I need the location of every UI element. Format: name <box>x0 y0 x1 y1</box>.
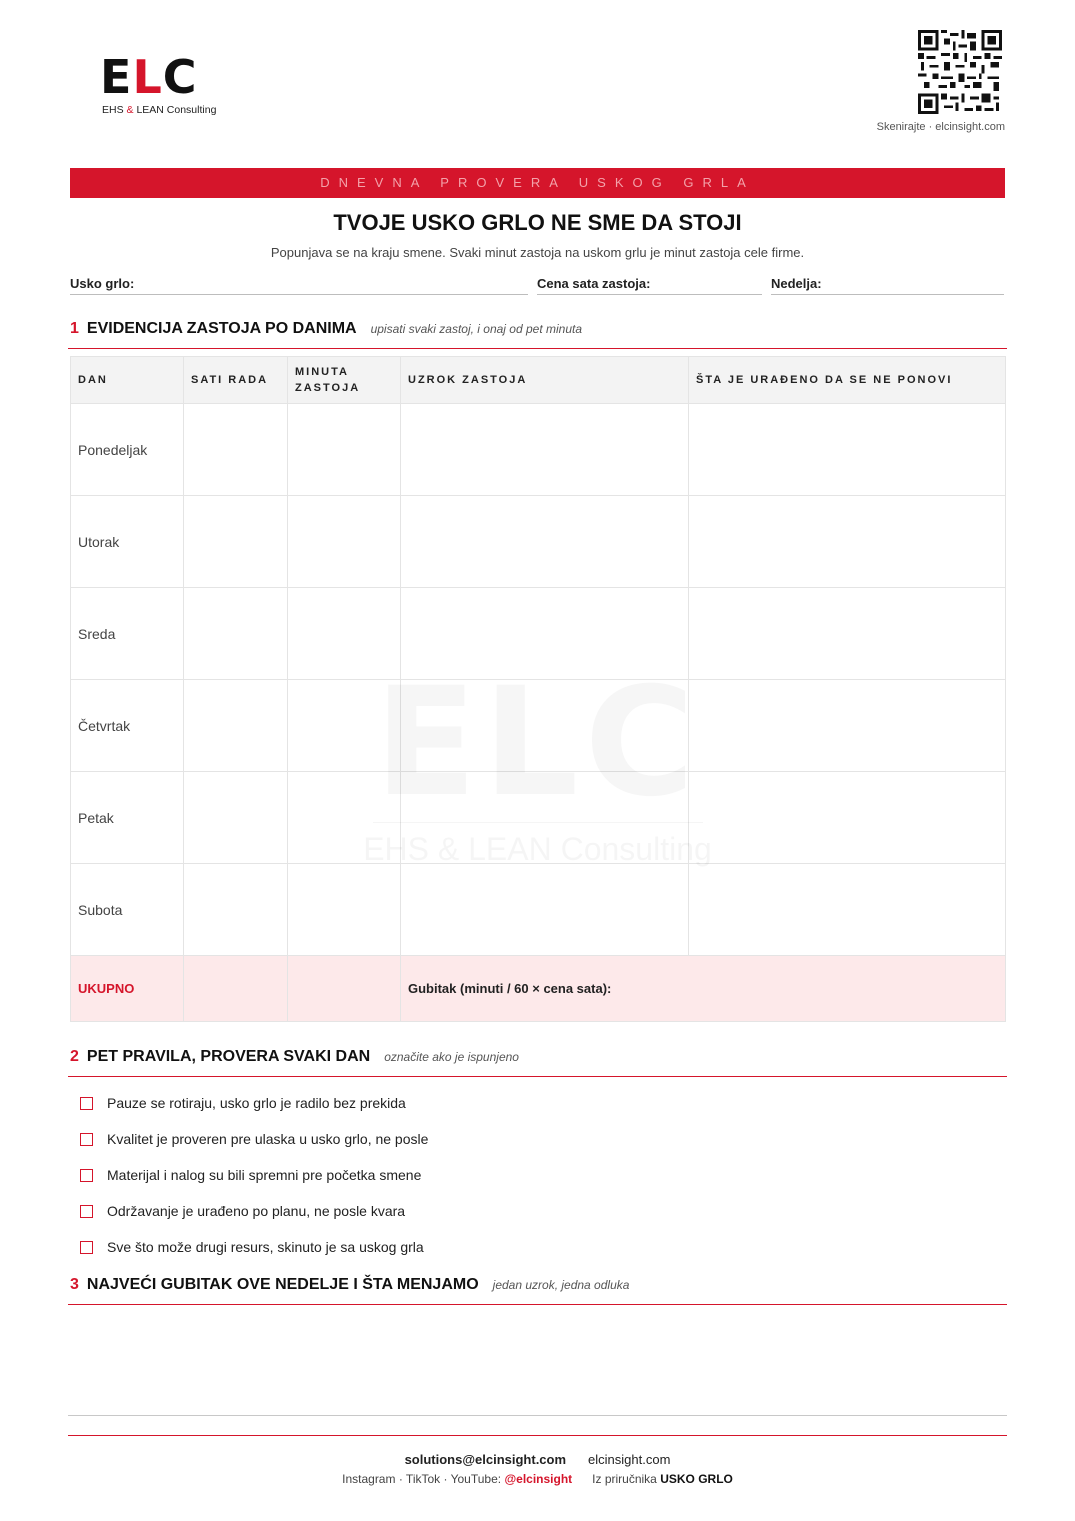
table-row <box>71 404 1006 496</box>
page-subtitle: Popunjava se na kraju smene. Svaki minut zastoja na uskom grlu je minut zastoja cele firme. <box>270 245 805 260</box>
work-hours-cell[interactable] <box>184 404 288 496</box>
downtime-minutes-cell[interactable] <box>288 864 401 956</box>
col-cause: UZROK ZASTOJA <box>401 357 689 404</box>
action-cell[interactable] <box>689 864 1006 956</box>
cause-cell[interactable] <box>401 772 689 864</box>
footer-site[interactable]: elcinsight.com <box>588 1452 671 1467</box>
work-hours-cell[interactable] <box>184 496 288 588</box>
section2-number: 2 <box>70 1048 79 1065</box>
list-item <box>80 1157 428 1193</box>
table-header-row <box>71 357 1006 404</box>
footer-rule <box>68 1435 1007 1436</box>
qr-code-icon <box>918 30 1002 114</box>
page-title: TVOJE USKO GRLO NE SME DA STOJI <box>333 210 742 235</box>
list-item <box>80 1229 428 1265</box>
footer-handle[interactable]: @elcinsight <box>504 1472 573 1486</box>
section3-number: 3 <box>70 1276 79 1293</box>
rule-text: Materijal i nalog su bili spremni pre početka smene <box>107 1167 422 1183</box>
total-hours-cell[interactable] <box>184 956 288 1022</box>
footer-social-prefix: Instagram · TikTok · YouTube: <box>342 1472 505 1486</box>
logo-subtitle: EHS & LEAN Consulting <box>102 104 217 116</box>
section3-rule <box>68 1304 1007 1305</box>
brand-logo <box>100 50 230 116</box>
checkbox-icon[interactable] <box>80 1169 93 1182</box>
top-banner: DNEVNA PROVERA USKOG GRLA <box>70 168 1005 198</box>
work-hours-cell[interactable] <box>184 864 288 956</box>
rule-text: Pauze se rotiraju, usko grlo je radilo bez prekida <box>107 1095 406 1111</box>
section3-heading <box>70 1276 629 1302</box>
day-label: Četvrtak <box>71 680 184 772</box>
action-cell[interactable] <box>689 404 1006 496</box>
checkbox-icon[interactable] <box>80 1205 93 1218</box>
downtime-minutes-cell[interactable] <box>288 588 401 680</box>
cause-cell[interactable] <box>401 864 689 956</box>
table-row <box>71 680 1006 772</box>
action-cell[interactable] <box>689 772 1006 864</box>
cause-cell[interactable] <box>401 680 689 772</box>
section1-heading <box>70 320 582 346</box>
rule-text: Sve što može drugi resurs, skinuto je sa uskog grla <box>107 1239 424 1255</box>
week-field[interactable]: Nedelja: <box>771 275 1004 295</box>
table-row <box>71 496 1006 588</box>
work-hours-cell[interactable] <box>184 588 288 680</box>
footer-email[interactable]: solutions@elcinsight.com <box>404 1452 567 1467</box>
table-row <box>71 864 1006 956</box>
list-item <box>80 1193 428 1229</box>
section1-note: upisati svaki zastoj, i onaj od pet minuta <box>370 322 583 336</box>
section2-heading <box>70 1048 519 1074</box>
day-label: Utorak <box>71 496 184 588</box>
action-cell[interactable] <box>689 496 1006 588</box>
work-hours-cell[interactable] <box>184 680 288 772</box>
checkbox-icon[interactable] <box>80 1097 93 1110</box>
section3-title: NAJVEĆI GUBITAK OVE NEDELJE I ŠTA MENJAMO <box>86 1276 479 1293</box>
section2-rule <box>68 1076 1007 1077</box>
downtime-minutes-cell[interactable] <box>288 496 401 588</box>
section2-note: označite ako je ispunjeno <box>384 1050 519 1064</box>
day-label: Sreda <box>71 588 184 680</box>
col-downtime-minutes: MINUTA ZASTOJA <box>288 357 401 404</box>
total-row <box>71 956 1006 1022</box>
rule-text: Kvalitet je proveren pre ulaska u usko grlo, ne posle <box>107 1131 429 1147</box>
footer-contact <box>0 1452 1075 1467</box>
section1-rule <box>68 348 1007 349</box>
hour-cost-field[interactable]: Cena sata zastoja: <box>537 275 762 295</box>
checkbox-icon[interactable] <box>80 1241 93 1254</box>
footer-social <box>0 1472 1075 1486</box>
day-label: Petak <box>71 772 184 864</box>
list-item <box>80 1121 428 1157</box>
checkbox-icon[interactable] <box>80 1133 93 1146</box>
day-label: Ponedeljak <box>71 404 184 496</box>
rules-checklist <box>80 1085 428 1265</box>
section3-note: jedan uzrok, jedna odluka <box>492 1278 630 1292</box>
table-row <box>71 588 1006 680</box>
footer-book: USKO GRLO <box>660 1472 733 1486</box>
total-minutes-cell[interactable] <box>288 956 401 1022</box>
bottleneck-field[interactable]: Usko grlo: <box>70 275 528 295</box>
action-cell[interactable] <box>689 588 1006 680</box>
col-action: ŠTA JE URAĐENO DA SE NE PONOVI <box>689 357 1006 404</box>
downtime-minutes-cell[interactable] <box>288 772 401 864</box>
logo-mark: ELC <box>100 50 198 104</box>
footer-book-prefix: Iz priručnika <box>592 1472 661 1486</box>
cause-cell[interactable] <box>401 404 689 496</box>
answer-write-line[interactable] <box>68 1415 1007 1416</box>
section1-number: 1 <box>70 320 79 337</box>
loss-label[interactable]: Gubitak (minuti / 60 × cena sata): <box>401 956 1006 1022</box>
col-day: DAN <box>71 357 184 404</box>
rule-text: Održavanje je urađeno po planu, ne posle kvara <box>107 1203 406 1219</box>
col-work-hours: SATI RADA <box>184 357 288 404</box>
downtime-minutes-cell[interactable] <box>288 404 401 496</box>
work-hours-cell[interactable] <box>184 772 288 864</box>
section1-title: EVIDENCIJA ZASTOJA PO DANIMA <box>86 320 357 337</box>
table-row <box>71 772 1006 864</box>
downtime-minutes-cell[interactable] <box>288 680 401 772</box>
qr-caption: Skenirajte · elcinsight.com <box>876 121 1005 133</box>
downtime-log-table <box>70 356 1006 1022</box>
action-cell[interactable] <box>689 680 1006 772</box>
cause-cell[interactable] <box>401 588 689 680</box>
total-label: UKUPNO <box>71 956 184 1022</box>
section2-title: PET PRAVILA, PROVERA SVAKI DAN <box>86 1048 371 1065</box>
day-label: Subota <box>71 864 184 956</box>
list-item <box>80 1085 428 1121</box>
cause-cell[interactable] <box>401 496 689 588</box>
